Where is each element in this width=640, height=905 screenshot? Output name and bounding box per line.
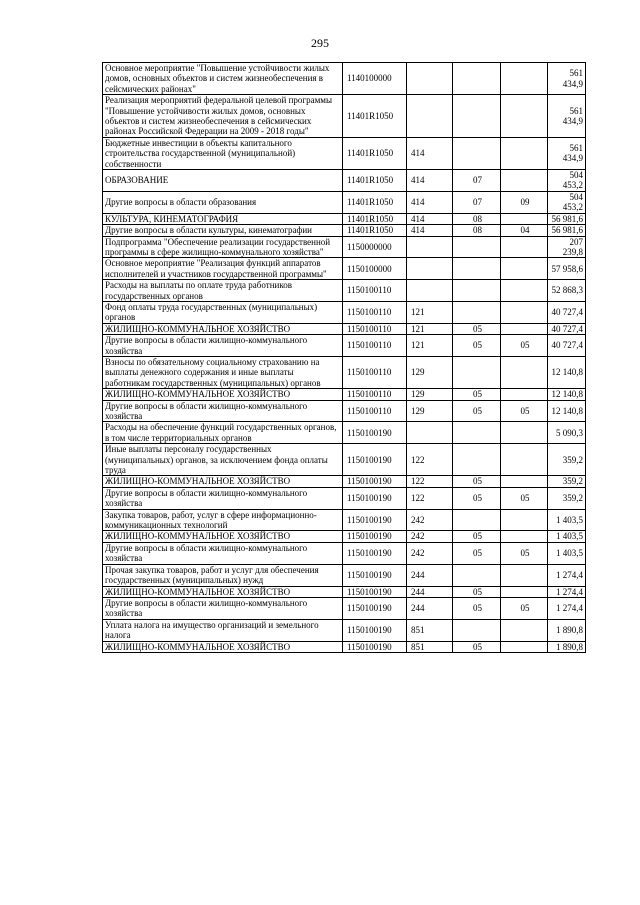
cell-section-code: [453, 95, 501, 138]
cell-expense-type-code: 244: [407, 586, 453, 597]
cell-section-code: 07: [453, 191, 501, 213]
cell-subsection-code: 09: [501, 191, 548, 213]
cell-row-name: ЖИЛИЩНО-КОММУНАЛЬНОЕ ХОЗЯЙСТВО: [103, 641, 343, 652]
cell-row-name: ЖИЛИЩНО-КОММУНАЛЬНОЕ ХОЗЯЙСТВО: [103, 323, 343, 334]
cell-target-article-code: 1150100110: [343, 280, 407, 302]
cell-target-article-code: 11401R1050: [343, 95, 407, 138]
cell-target-article-code: 1150000000: [343, 236, 407, 258]
cell-subsection-code: 05: [501, 542, 548, 564]
cell-row-name: Основное мероприятие "Реализация функций аппаратов исполнителей и участников государственной программы": [103, 258, 343, 280]
cell-expense-type-code: 851: [407, 641, 453, 652]
cell-amount: 1 403,5: [548, 542, 586, 564]
cell-expense-type-code: 414: [407, 225, 453, 236]
cell-expense-type-code: [407, 280, 453, 302]
table-row: [103, 389, 586, 400]
cell-expense-type-code: 244: [407, 597, 453, 619]
cell-subsection-code: 05: [501, 400, 548, 422]
cell-amount: 504 453,2: [548, 191, 586, 213]
cell-row-name: Другие вопросы в области жилищно-коммунального хозяйства: [103, 487, 343, 509]
table-row: [103, 542, 586, 564]
cell-section-code: 05: [453, 400, 501, 422]
cell-target-article-code: 1150100190: [343, 509, 407, 531]
cell-expense-type-code: 122: [407, 476, 453, 487]
page-number: 295: [311, 36, 329, 50]
cell-amount: 561 434,9: [548, 137, 586, 169]
table-row: [103, 137, 586, 169]
cell-target-article-code: 11401R1050: [343, 191, 407, 213]
cell-amount: 56 981,6: [548, 225, 586, 236]
cell-amount: 561 434,9: [548, 95, 586, 138]
cell-target-article-code: 1150100190: [343, 487, 407, 509]
table-row: [103, 280, 586, 302]
cell-target-article-code: 1150100190: [343, 597, 407, 619]
cell-amount: 12 140,8: [548, 356, 586, 388]
cell-row-name: ОБРАЗОВАНИЕ: [103, 170, 343, 192]
cell-target-article-code: 1150100110: [343, 400, 407, 422]
cell-amount: 359,2: [548, 476, 586, 487]
cell-subsection-code: [501, 509, 548, 531]
cell-amount: 207 239,8: [548, 236, 586, 258]
cell-subsection-code: [501, 586, 548, 597]
cell-row-name: КУЛЬТУРА, КИНЕМАТОГРАФИЯ: [103, 213, 343, 224]
cell-section-code: 05: [453, 476, 501, 487]
cell-section-code: 05: [453, 323, 501, 334]
table-row: [103, 170, 586, 192]
cell-subsection-code: 05: [501, 487, 548, 509]
cell-section-code: 05: [453, 597, 501, 619]
cell-subsection-code: [501, 389, 548, 400]
cell-target-article-code: 11401R1050: [343, 170, 407, 192]
cell-target-article-code: 1150100110: [343, 301, 407, 323]
cell-section-code: 08: [453, 213, 501, 224]
cell-subsection-code: 05: [501, 597, 548, 619]
cell-section-code: 05: [453, 641, 501, 652]
cell-row-name: Подпрограмма "Обеспечение реализации государственной программы в сфере жилищно-коммунального хозяйства": [103, 236, 343, 258]
cell-row-name: Закупка товаров, работ, услуг в сфере информационно-коммуникационных технологий: [103, 509, 343, 531]
cell-amount: 52 868,3: [548, 280, 586, 302]
table-row: [103, 323, 586, 334]
table-row: [103, 191, 586, 213]
cell-expense-type-code: 122: [407, 487, 453, 509]
table-row: [103, 422, 586, 444]
cell-expense-type-code: 122: [407, 444, 453, 476]
cell-target-article-code: 11401R1050: [343, 213, 407, 224]
cell-target-article-code: 1150100190: [343, 444, 407, 476]
table-row: [103, 597, 586, 619]
cell-amount: 1 403,5: [548, 531, 586, 542]
cell-section-code: [453, 564, 501, 586]
cell-expense-type-code: 242: [407, 531, 453, 542]
cell-target-article-code: 1140100000: [343, 63, 407, 95]
cell-expense-type-code: [407, 63, 453, 95]
table-row: [103, 641, 586, 652]
cell-row-name: Расходы на выплаты по оплате труда работников государственных органов: [103, 280, 343, 302]
cell-expense-type-code: [407, 95, 453, 138]
cell-amount: 1 890,8: [548, 641, 586, 652]
cell-amount: 56 981,6: [548, 213, 586, 224]
cell-section-code: [453, 63, 501, 95]
table-row: [103, 258, 586, 280]
cell-row-name: ЖИЛИЩНО-КОММУНАЛЬНОЕ ХОЗЯЙСТВО: [103, 476, 343, 487]
table-row: [103, 63, 586, 95]
cell-row-name: Прочая закупка товаров, работ и услуг для обеспечения государственных (муниципальных) нужд: [103, 564, 343, 586]
cell-amount: 1 274,4: [548, 597, 586, 619]
cell-target-article-code: 1150100190: [343, 422, 407, 444]
cell-amount: 40 727,4: [548, 301, 586, 323]
cell-subsection-code: 04: [501, 225, 548, 236]
cell-row-name: Другие вопросы в области культуры, кинематографии: [103, 225, 343, 236]
cell-amount: 1 274,4: [548, 586, 586, 597]
cell-expense-type-code: 414: [407, 213, 453, 224]
cell-expense-type-code: 414: [407, 170, 453, 192]
cell-amount: 40 727,4: [548, 323, 586, 334]
cell-subsection-code: [501, 444, 548, 476]
cell-section-code: 05: [453, 586, 501, 597]
cell-amount: 1 403,5: [548, 509, 586, 531]
table-row: [103, 531, 586, 542]
cell-row-name: Другие вопросы в области жилищно-коммунального хозяйства: [103, 335, 343, 357]
cell-row-name: Другие вопросы в области образования: [103, 191, 343, 213]
table-row: [103, 95, 586, 138]
cell-row-name: ЖИЛИЩНО-КОММУНАЛЬНОЕ ХОЗЯЙСТВО: [103, 531, 343, 542]
cell-amount: 12 140,8: [548, 389, 586, 400]
cell-section-code: [453, 137, 501, 169]
cell-section-code: [453, 509, 501, 531]
table-row: [103, 487, 586, 509]
cell-amount: 561 434,9: [548, 63, 586, 95]
cell-subsection-code: [501, 213, 548, 224]
cell-section-code: 05: [453, 542, 501, 564]
table-row: [103, 301, 586, 323]
table-row: [103, 619, 586, 641]
table-row: [103, 400, 586, 422]
cell-expense-type-code: 121: [407, 335, 453, 357]
cell-amount: 1 890,8: [548, 619, 586, 641]
cell-section-code: [453, 444, 501, 476]
cell-expense-type-code: 414: [407, 137, 453, 169]
table-row: [103, 444, 586, 476]
cell-amount: 12 140,8: [548, 400, 586, 422]
cell-amount: 1 274,4: [548, 564, 586, 586]
budget-table: [102, 62, 586, 653]
cell-section-code: 07: [453, 170, 501, 192]
cell-amount: 57 958,6: [548, 258, 586, 280]
cell-section-code: 05: [453, 487, 501, 509]
budget-table-body: [103, 63, 586, 653]
cell-expense-type-code: 121: [407, 301, 453, 323]
cell-target-article-code: 1150100190: [343, 564, 407, 586]
cell-section-code: [453, 619, 501, 641]
cell-row-name: Расходы на обеспечение функций государственных органов, в том числе территориальных органов: [103, 422, 343, 444]
cell-section-code: 05: [453, 389, 501, 400]
cell-row-name: Другие вопросы в области жилищно-коммунального хозяйства: [103, 400, 343, 422]
cell-subsection-code: [501, 422, 548, 444]
cell-section-code: [453, 280, 501, 302]
cell-target-article-code: 1150100190: [343, 619, 407, 641]
cell-target-article-code: 1150100110: [343, 323, 407, 334]
cell-subsection-code: [501, 280, 548, 302]
cell-expense-type-code: [407, 236, 453, 258]
cell-section-code: [453, 258, 501, 280]
cell-row-name: Фонд оплаты труда государственных (муниципальных) органов: [103, 301, 343, 323]
cell-target-article-code: 1150100110: [343, 356, 407, 388]
cell-subsection-code: [501, 619, 548, 641]
cell-subsection-code: [501, 531, 548, 542]
cell-section-code: 08: [453, 225, 501, 236]
cell-section-code: [453, 356, 501, 388]
table-row: [103, 213, 586, 224]
cell-expense-type-code: [407, 422, 453, 444]
cell-section-code: [453, 422, 501, 444]
cell-subsection-code: [501, 564, 548, 586]
cell-subsection-code: [501, 476, 548, 487]
cell-row-name: Взносы по обязательному социальному страхованию на выплаты денежного содержания и иные выплаты работникам государственных (муниципальных) органов: [103, 356, 343, 388]
cell-expense-type-code: 242: [407, 542, 453, 564]
cell-target-article-code: 1150100190: [343, 641, 407, 652]
cell-expense-type-code: 129: [407, 389, 453, 400]
table-row: [103, 356, 586, 388]
cell-target-article-code: 1150100190: [343, 476, 407, 487]
cell-row-name: ЖИЛИЩНО-КОММУНАЛЬНОЕ ХОЗЯЙСТВО: [103, 586, 343, 597]
cell-section-code: 05: [453, 531, 501, 542]
cell-section-code: 05: [453, 335, 501, 357]
cell-expense-type-code: 242: [407, 509, 453, 531]
table-row: [103, 236, 586, 258]
table-row: [103, 225, 586, 236]
cell-row-name: ЖИЛИЩНО-КОММУНАЛЬНОЕ ХОЗЯЙСТВО: [103, 389, 343, 400]
cell-row-name: Основное мероприятие "Повышение устойчивости жилых домов, основных объектов и систем жизнеобеспечения в сейсмических районах": [103, 63, 343, 95]
cell-expense-type-code: 121: [407, 323, 453, 334]
cell-row-name: Реализация мероприятий федеральной целевой программы "Повышение устойчивости жилых домов, основных объектов и систем жизнеобеспечения в сейсмических районах Российской Федерации на 2009 - 2018 годы": [103, 95, 343, 138]
cell-target-article-code: 1150100000: [343, 258, 407, 280]
cell-subsection-code: [501, 323, 548, 334]
cell-target-article-code: 1150100190: [343, 542, 407, 564]
cell-expense-type-code: 851: [407, 619, 453, 641]
cell-amount: 5 090,3: [548, 422, 586, 444]
cell-subsection-code: 05: [501, 335, 548, 357]
table-row: [103, 564, 586, 586]
table-row: [103, 586, 586, 597]
cell-subsection-code: [501, 95, 548, 138]
cell-target-article-code: 1150100190: [343, 531, 407, 542]
table-row: [103, 335, 586, 357]
cell-expense-type-code: 244: [407, 564, 453, 586]
cell-target-article-code: 11401R1050: [343, 137, 407, 169]
cell-amount: 359,2: [548, 444, 586, 476]
table-row: [103, 476, 586, 487]
cell-row-name: Другие вопросы в области жилищно-коммунального хозяйства: [103, 597, 343, 619]
cell-subsection-code: [501, 137, 548, 169]
cell-amount: 504 453,2: [548, 170, 586, 192]
cell-section-code: [453, 236, 501, 258]
cell-subsection-code: [501, 236, 548, 258]
cell-section-code: [453, 301, 501, 323]
cell-target-article-code: 1150100110: [343, 335, 407, 357]
cell-amount: 359,2: [548, 487, 586, 509]
cell-amount: 40 727,4: [548, 335, 586, 357]
cell-target-article-code: 1150100110: [343, 389, 407, 400]
cell-expense-type-code: 414: [407, 191, 453, 213]
cell-subsection-code: [501, 258, 548, 280]
cell-expense-type-code: 129: [407, 356, 453, 388]
cell-row-name: Иные выплаты персоналу государственных (муниципальных) органов, за исключением фонда оплаты труда: [103, 444, 343, 476]
cell-subsection-code: [501, 641, 548, 652]
cell-target-article-code: 1150100190: [343, 586, 407, 597]
cell-expense-type-code: [407, 258, 453, 280]
cell-subsection-code: [501, 301, 548, 323]
table-row: [103, 509, 586, 531]
cell-expense-type-code: 129: [407, 400, 453, 422]
cell-row-name: Бюджетные инвестиции в объекты капитального строительства государственной (муниципальной) собственности: [103, 137, 343, 169]
cell-row-name: Другие вопросы в области жилищно-коммунального хозяйства: [103, 542, 343, 564]
cell-subsection-code: [501, 170, 548, 192]
cell-subsection-code: [501, 356, 548, 388]
cell-subsection-code: [501, 63, 548, 95]
cell-target-article-code: 11401R1050: [343, 225, 407, 236]
cell-row-name: Уплата налога на имущество организаций и земельного налога: [103, 619, 343, 641]
